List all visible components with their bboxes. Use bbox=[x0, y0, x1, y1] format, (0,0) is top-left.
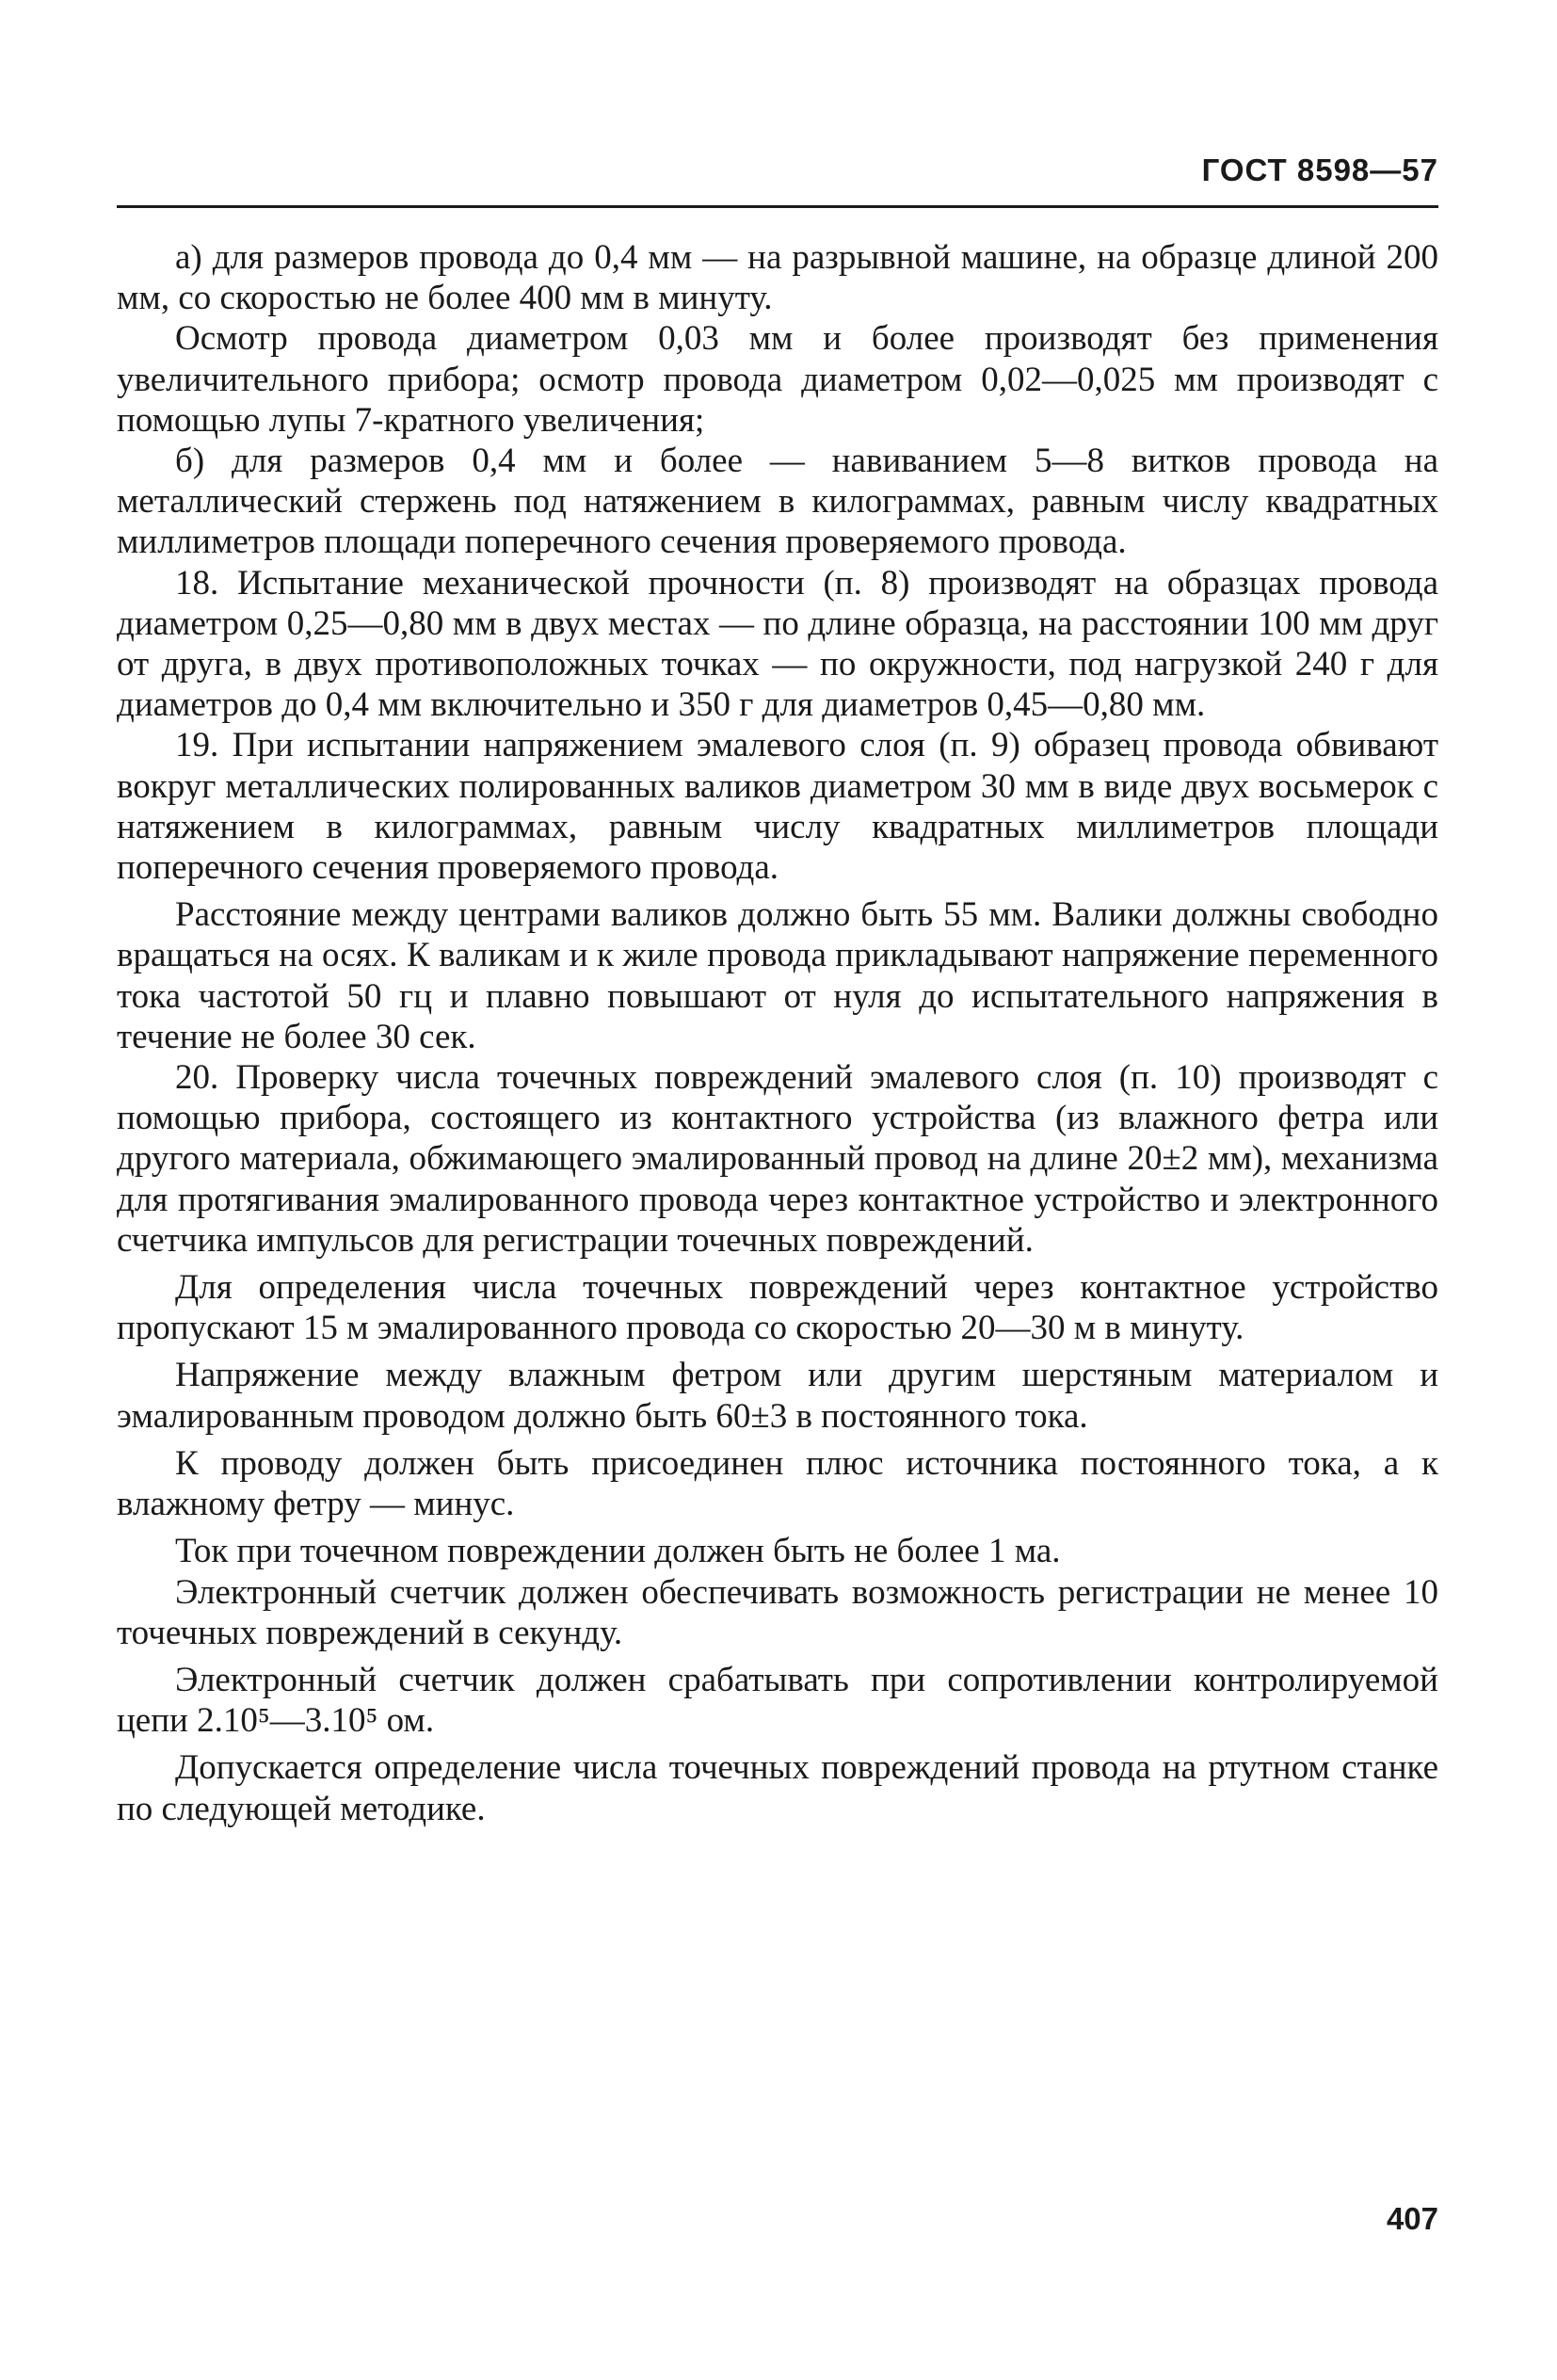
body-text bbox=[117, 237, 1438, 1829]
paragraph: Расстояние между центрами валиков должно быть 55 мм. Валики должны свободно вращаться на осях. К валикам и к жиле провода прикладывают напряжение переменного тока частотой 50 гц и плавно повышают от нуля до испытательного напряжения в течение не более 30 сек. bbox=[117, 895, 1438, 1056]
paragraph: Допускается определение числа точечных повреждений провода на ртутном станке по следующей методике. bbox=[117, 1748, 1438, 1828]
paragraph: а) для размеров провода до 0,4 мм — на разрывной машине, на образце длиной 200 мм, со скоростью не более 400 мм в минуту. bbox=[117, 238, 1438, 318]
paragraph: Ток при точечном повреждении должен быть не более 1 ма. bbox=[175, 1532, 1061, 1571]
paragraph: б) для размеров 0,4 мм и более — навиванием 5—8 витков провода на металлический стержень под натяжением в килограммах, равным числу квадратных миллиметров площади поперечного сечения проверяемого провода. bbox=[117, 442, 1438, 562]
paragraph: Напряжение между влажным фетром или другим шерстяным материалом и эмалированным проводом должно быть 60±3 в постоянного тока. bbox=[117, 1356, 1438, 1436]
running-header bbox=[117, 139, 1438, 205]
paragraph: Осмотр провода диаметром 0,03 мм и более производят без применения увеличительного прибора; осмотр провода диаметром 0,02—0,025 мм производят с помощью лупы 7-кратного увеличения; bbox=[117, 319, 1438, 440]
header-rule bbox=[117, 205, 1438, 208]
paragraph: 19. При испытании напряжением эмалевого слоя (п. 9) образец провода обвивают вокруг металлических полированных валиков диаметром 30 мм в виде двух восьмерок с натяжением в килограммах, равным числу квадратных миллиметров площади поперечного сечения проверяемого провода. bbox=[117, 726, 1438, 888]
paragraph: 20. Проверку числа точечных повреждений эмалевого слоя (п. 10) производят с помощью прибора, состоящего из контактного устройства (из влажного фетра или другого материала, обжимающего эмалированный провод на длине 20±2 мм), механизма для протягивания эмалированного провода через контактное устройство и электронного счетчика импульсов для регистрации точечных повреждений. bbox=[117, 1058, 1438, 1260]
page-number: 407 bbox=[1386, 2201, 1438, 2236]
paragraph: 18. Испытание механической прочности (п. 8) производят на образцах провода диаметром 0,25—0,80 мм в двух местах — по длине образца, на расстоянии 100 мм друг от друга, в двух противоположных точках — по окружности, под нагрузкой 240 г для диаметров до 0,4 мм включительно и 350 г для диаметров 0,45—0,80 мм. bbox=[117, 563, 1438, 725]
paragraph: Электронный счетчик должен обеспечивать возможность регистрации не менее 10 точечных повреждений в секунду. bbox=[117, 1572, 1438, 1652]
paragraph: К проводу должен быть присоединен плюс источника постоянного тока, а к влажному фетру — минус. bbox=[117, 1443, 1438, 1524]
paragraph: Электронный счетчик должен срабатывать при сопротивлении контролируемой цепи 2.10⁵—3.10⁵ ом. bbox=[117, 1660, 1438, 1741]
paragraph: Для определения числа точечных повреждений через контактное устройство пропускают 15 м эмалированного провода со скоростью 20—30 м в минуту. bbox=[117, 1268, 1438, 1348]
standard-code: ГОСТ 8598—57 bbox=[1201, 153, 1438, 187]
